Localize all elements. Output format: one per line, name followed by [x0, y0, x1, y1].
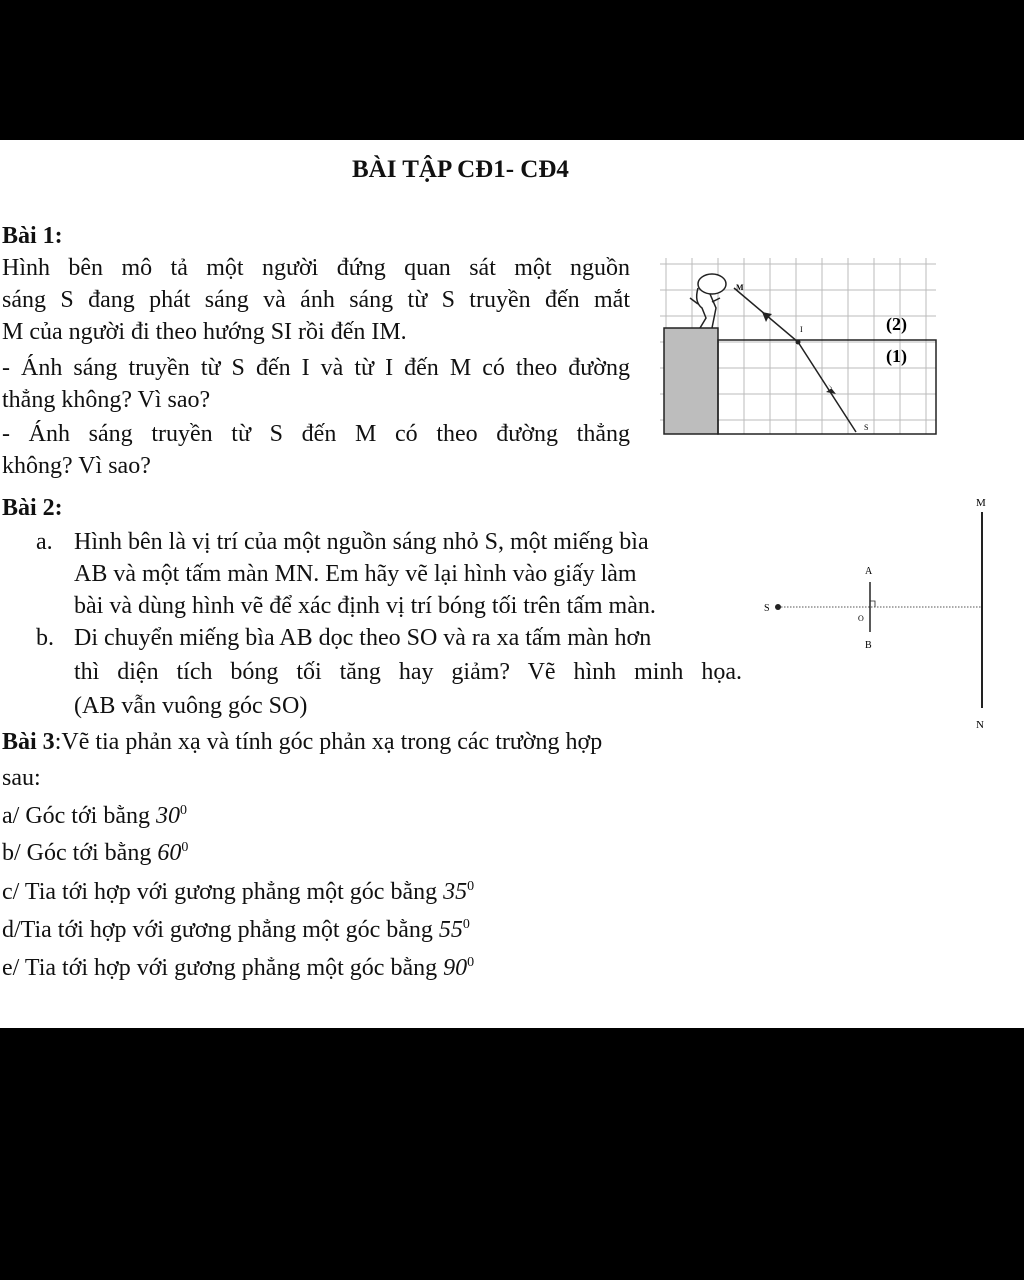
bai3-heading: Bài 3 [2, 729, 55, 755]
bai3-heading-line [2, 726, 602, 758]
bai3-item-d: d/Tia tới hợp với gương phẳng một góc bằng $55^0$ [2, 917, 470, 943]
label-2: (2) [886, 314, 907, 334]
bai2-a-line: AB và một tấm màn MN. Em hãy vẽ lại hình vào giấy làm [74, 561, 637, 587]
value: 60 [157, 840, 182, 866]
bai1-line: - Ánh sáng truyền từ S đến I và từ I đến M có theo đường [2, 355, 630, 381]
bai2-a-line: bài và dùng hình vẽ để xác định vị trí bóng tối trên tấm màn. [74, 593, 656, 619]
worksheet-page [0, 140, 1024, 1028]
value: 35 [443, 879, 468, 905]
point-s-label: S [864, 423, 869, 432]
bai2-heading: Bài 2: [2, 495, 63, 521]
bai2-b-line: thì diện tích bóng tối tăng hay giảm? Vẽ hình minh họa. [74, 659, 742, 685]
bai1-line: Hình bên mô tả một người đứng quan sát một nguồn [2, 255, 630, 281]
light-source-s [775, 604, 781, 610]
bai2-a-line: Hình bên là vị trí của một nguồn sáng nhỏ S, một miếng bìa [74, 529, 649, 555]
bai2-b-line: Di chuyển miếng bìa AB dọc theo SO và ra xa tấm màn hơn [74, 625, 652, 651]
wall-block [664, 328, 718, 434]
page-title: BÀI TẬP CĐ1- CĐ4 [352, 156, 569, 183]
point-i [796, 340, 801, 345]
bai1-figure [660, 258, 940, 438]
label-a: A [865, 566, 873, 577]
bai2-b-line: (AB vẫn vuông góc SO) [74, 693, 308, 719]
label-b: B [865, 640, 872, 651]
bai3-item-c: c/ Tia tới hợp với gương phẳng một góc bằng $35^0$ [2, 879, 475, 905]
bai3-heading-rest: :Vẽ tia phản xạ và tính góc phản xạ trong các trường hợp [54, 729, 603, 755]
value: 55 [438, 917, 463, 943]
bai3-item-b: b/ Góc tới bằng $60^0$ [2, 840, 189, 866]
bai2-figure [756, 490, 1016, 740]
light-ray [734, 288, 856, 432]
bai3-item-a: a/ Góc tới bằng $30^0$ [2, 803, 187, 829]
bai3-item-e: e/ Tia tới hợp với gương phẳng một góc bằng $90^0$ [2, 955, 475, 981]
label-m: M [976, 497, 986, 509]
value: 30 [155, 803, 180, 829]
label-n: N [976, 719, 984, 731]
bai3-line2: sau: [2, 765, 41, 791]
bai1-line: thẳng không? Vì sao? [2, 387, 211, 413]
point-m-label: M [736, 283, 744, 292]
point-i-label: I [800, 325, 803, 334]
label-s: S [764, 603, 770, 614]
bai1-line: sáng S đang phát sáng và ánh sáng từ S truyền đến mắt [2, 287, 630, 313]
value: 90 [443, 955, 468, 981]
bai2-a-marker: a. [36, 529, 53, 555]
label-1: (1) [886, 346, 907, 366]
person-figure [690, 274, 726, 328]
bai1-heading: Bài 1: [2, 223, 63, 249]
label-o: O [858, 614, 864, 623]
bai1-line: M của người đi theo hướng SI rồi đến IM. [2, 319, 407, 345]
bai2-b-marker: b. [36, 625, 54, 651]
bai1-line: - Ánh sáng truyền từ S đến M có theo đường thẳng [2, 421, 630, 447]
bai1-line: không? Vì sao? [2, 453, 151, 479]
